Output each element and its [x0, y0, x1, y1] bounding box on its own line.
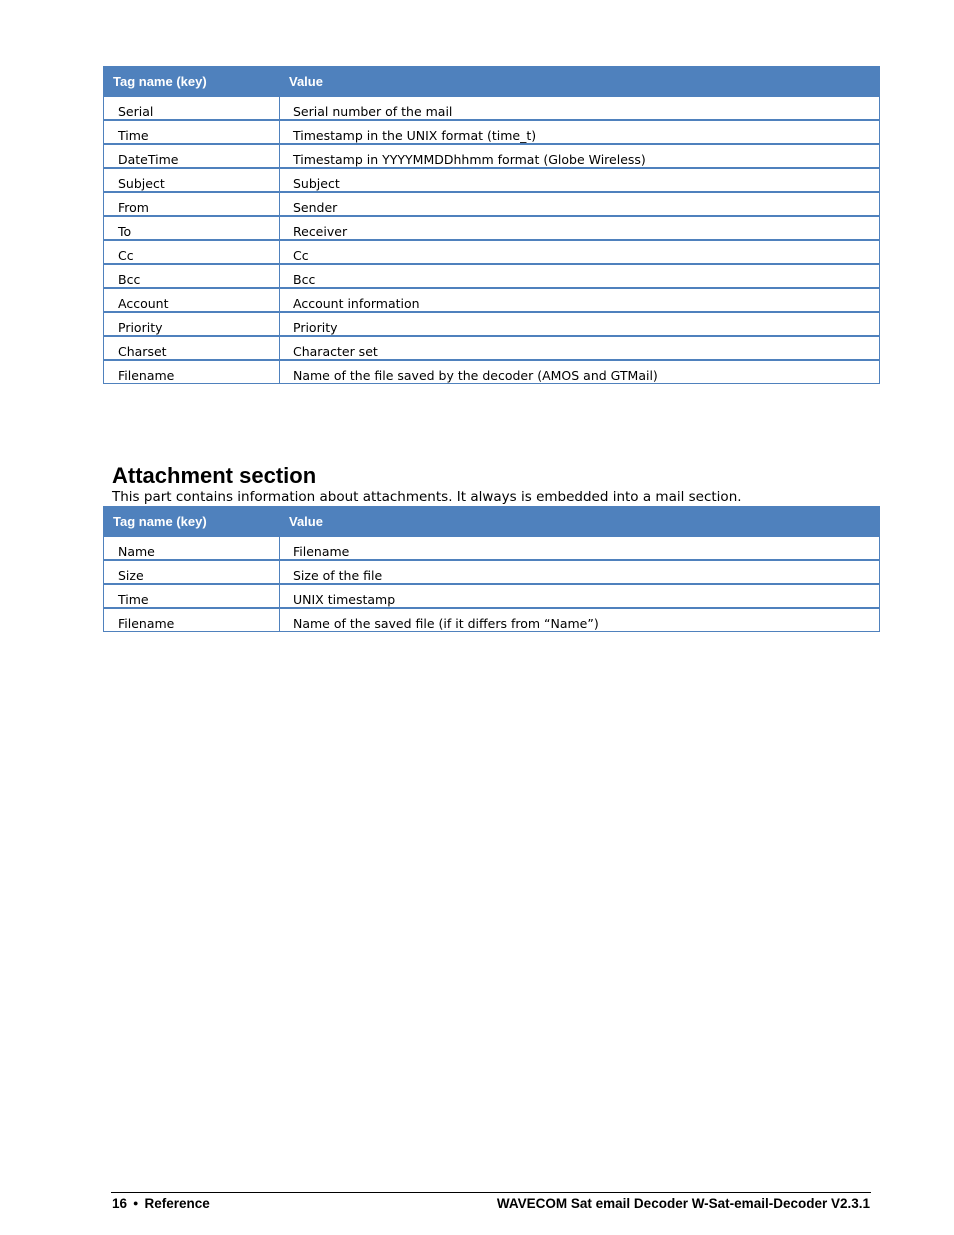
footer-divider: [111, 1192, 871, 1193]
tag-key-cell: Filename: [104, 360, 280, 384]
table-header-row: [104, 67, 880, 97]
table-row: [104, 264, 880, 288]
footer-document-title: WAVECOM Sat email Decoder W-Sat-email-Decoder V2.3.1: [496, 1196, 870, 1211]
tag-key-cell: Account: [104, 288, 280, 312]
table-row: [104, 216, 880, 240]
column-header-key: Tag name (key): [104, 507, 280, 537]
tag-value-cell: Sender: [280, 192, 880, 216]
tag-value-cell: Receiver: [280, 216, 880, 240]
tag-key-cell: To: [104, 216, 280, 240]
tag-key-cell: Bcc: [104, 264, 280, 288]
table-row: [104, 192, 880, 216]
bullet-icon: ●: [133, 1198, 139, 1208]
tag-value-cell: Priority: [280, 312, 880, 336]
table-header-row: [104, 507, 880, 537]
tag-key-cell: Filename: [104, 608, 280, 632]
attachment-tags-table: [103, 506, 880, 632]
mail-tags-table: [103, 66, 880, 384]
tag-key-cell: DateTime: [104, 144, 280, 168]
column-header-value: Value: [280, 67, 880, 97]
table-row: [104, 288, 880, 312]
tag-value-cell: Timestamp in YYYYMMDDhhmm format (Globe Wireless): [280, 144, 880, 168]
tag-value-cell: Size of the file: [280, 560, 880, 584]
table-row: [104, 96, 880, 120]
tag-value-cell: Timestamp in the UNIX format (time_t): [280, 120, 880, 144]
tag-value-cell: Cc: [280, 240, 880, 264]
tag-value-cell: Character set: [280, 336, 880, 360]
tag-key-cell: Time: [104, 584, 280, 608]
tag-key-cell: Serial: [104, 96, 280, 120]
table-row: [104, 336, 880, 360]
tag-value-cell: Bcc: [280, 264, 880, 288]
tag-value-cell: Filename: [280, 536, 880, 560]
tag-key-cell: Subject: [104, 168, 280, 192]
table-row: [104, 168, 880, 192]
table-row: [104, 608, 880, 632]
section-heading: Attachment section: [112, 463, 317, 488]
table-row: [104, 144, 880, 168]
tag-value-cell: UNIX timestamp: [280, 584, 880, 608]
tag-value-cell: Serial number of the mail: [280, 96, 880, 120]
table-row: [104, 360, 880, 384]
table-row: [104, 560, 880, 584]
table-row: [104, 240, 880, 264]
table-row: [104, 120, 880, 144]
footer-page-info: [112, 1196, 210, 1211]
tag-value-cell: Name of the saved file (if it differs from “Name”): [280, 608, 880, 632]
table-row: [104, 536, 880, 560]
tag-key-cell: Cc: [104, 240, 280, 264]
table-row: [104, 312, 880, 336]
tag-key-cell: Name: [104, 536, 280, 560]
page-number: 16: [112, 1196, 128, 1211]
tag-key-cell: Charset: [104, 336, 280, 360]
tag-value-cell: Name of the file saved by the decoder (AMOS and GTMail): [280, 360, 880, 384]
table-row: [104, 584, 880, 608]
footer-section: Reference: [144, 1196, 210, 1211]
tag-key-cell: Size: [104, 560, 280, 584]
column-header-key: Tag name (key): [104, 67, 280, 97]
tag-value-cell: Subject: [280, 168, 880, 192]
tag-key-cell: Time: [104, 120, 280, 144]
column-header-value: Value: [280, 507, 880, 537]
section-intro: This part contains information about attachments. It always is embedded into a mail section.: [112, 489, 742, 505]
tag-value-cell: Account information: [280, 288, 880, 312]
tag-key-cell: Priority: [104, 312, 280, 336]
tag-key-cell: From: [104, 192, 280, 216]
